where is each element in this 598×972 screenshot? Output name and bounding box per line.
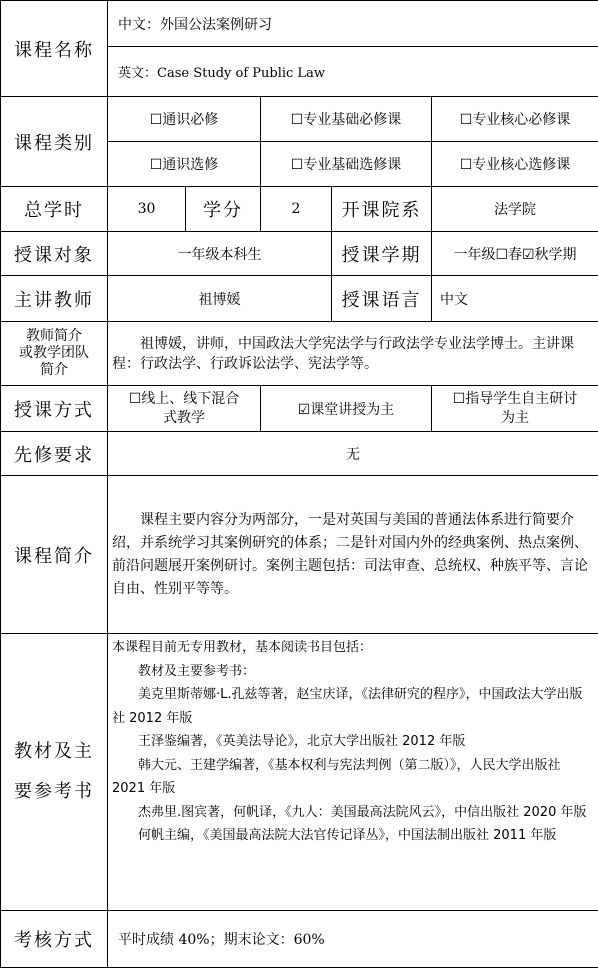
option-self-study-line: ☐指导学生自主研讨	[452, 390, 578, 407]
credit-label: 学分	[186, 187, 261, 232]
teacher-intro-label-line: 教师简介	[26, 328, 82, 344]
book-item: 王泽鉴编著，《英美法导论》，北京大学出版社 2012 年版	[138, 734, 466, 749]
book-item: 杰弗里.图宾著，何帆译，《九人：美国最高法院风云》，中信出版社 2020 年版	[138, 804, 587, 820]
teacher-label: 主讲教师	[1, 276, 108, 322]
prereq-label: 先修要求	[1, 432, 108, 476]
books-intro: 本课程目前无专用教材，基本阅读书目包括：	[112, 640, 373, 655]
course-name-en: 英文：Case Study of Public Law	[108, 47, 598, 97]
course-name-zh: 中文：外国公法案例研习	[108, 1, 598, 47]
assessment-value: 平时成绩 40%；期末论文：60%	[108, 911, 598, 968]
teacher-value: 祖博媛	[108, 276, 332, 322]
term-value[interactable]: 一年级☐春☑秋学期	[432, 232, 598, 276]
option-general-required[interactable]: ☐通识必修	[108, 97, 261, 142]
books-label-line: 要参考书	[14, 781, 94, 802]
prereq-value: 无	[108, 432, 598, 476]
option-basic-elective[interactable]: ☐专业基础选修课	[261, 142, 432, 187]
school-value: 法学院	[432, 187, 598, 232]
book-item: 美克里斯蒂娜·L.孔兹等著，赵宝庆译，《法律研究的程序》，中国政法大学出版社 2012 年版	[112, 687, 583, 726]
teacher-intro-label-line: 或教学团队	[19, 345, 89, 361]
assessment-label: 考核方式	[1, 911, 108, 968]
hours-label: 总学时	[1, 187, 108, 232]
option-basic-required[interactable]: ☐专业基础必修课	[261, 97, 432, 142]
audience-label: 授课对象	[1, 232, 108, 276]
option-blended-line: 式教学	[163, 409, 205, 426]
books-label	[1, 634, 108, 911]
course-name-label: 课程名称	[1, 1, 108, 97]
option-blended[interactable]	[108, 386, 261, 432]
teacher-intro-text	[108, 322, 598, 386]
option-core-elective[interactable]: ☐专业核心选修课	[432, 142, 598, 187]
summary-cell	[108, 476, 598, 634]
term-label: 授课学期	[332, 232, 432, 276]
option-core-required[interactable]: ☐专业核心必修课	[432, 97, 598, 142]
books-sub: 教材及主要参考书：	[138, 663, 256, 679]
hours-value: 30	[108, 187, 186, 232]
option-self-study-line: 为主	[501, 409, 529, 426]
language-value: 中文	[432, 276, 598, 322]
summary-text: 课程主要内容分为两部分，一是对英国与美国的普通法体系进行简要介绍，并系统学习其案例研究的体系；二是针对国内外的经典案例、热点案例、前沿问题展开案例研讨。案例主题包括：司法审查、总统权、种族平等、言论自由、性别平等等。	[112, 511, 588, 597]
option-lecture[interactable]: ☑课堂讲授为主	[261, 386, 432, 432]
book-item: 韩大元、王建学编著，《基本权利与宪法判例（第二版）》，人民大学出版社 2021 年版	[112, 757, 561, 796]
language-label: 授课语言	[332, 276, 432, 322]
books-cell	[108, 634, 598, 911]
school-label: 开课院系	[332, 187, 432, 232]
option-blended-line: ☐线上、线下混合	[128, 390, 240, 407]
teacher-intro-label	[1, 322, 108, 386]
course-type-label: 课程类别	[1, 97, 108, 187]
teacher-intro-label-line: 简介	[40, 362, 68, 378]
books-label-line: 教材及主	[14, 741, 94, 762]
summary-label: 课程简介	[1, 476, 108, 634]
credit-value: 2	[261, 187, 332, 232]
option-general-elective[interactable]: ☐通识选修	[108, 142, 261, 187]
book-item: 何帆主编，《美国最高法院大法官传记译丛》，中国法制出版社 2011 年版	[138, 828, 557, 843]
option-self-study[interactable]	[432, 386, 598, 432]
audience-value: 一年级本科生	[108, 232, 332, 276]
mode-label: 授课方式	[1, 386, 108, 432]
teacher-intro-body: 祖博媛，讲师，中国政法大学宪法学与行政法学专业法学博士。主讲课程：行政法学、行政诉讼法学、宪法学等。	[112, 335, 574, 372]
